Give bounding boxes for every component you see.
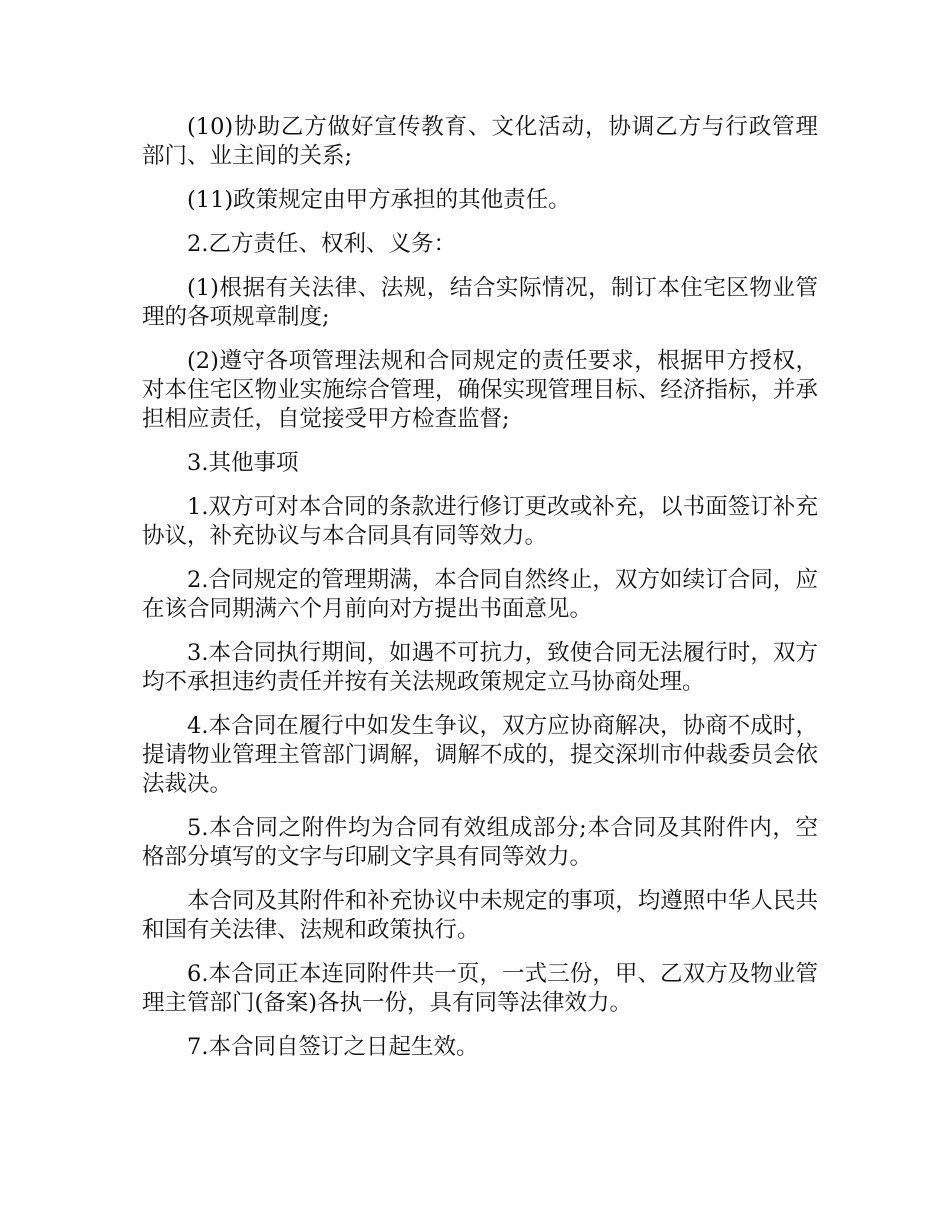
paragraph-clause-10: (10)协助乙方做好宣传教育、文化活动，协调乙方与行政管理部门、业主间的关系;	[142, 114, 818, 169]
paragraph-other-4: 4.本合同在履行中如发生争议，双方应协商解决，协商不成时，提请物业管理主管部门调解，调解不成的，提交深圳市仲裁委员会依法裁决。	[142, 713, 818, 797]
document-body	[142, 113, 818, 1077]
paragraph-clause-11: (11)政策规定由甲方承担的其他责任。	[187, 187, 571, 213]
paragraph-party-b-2: (2)遵守各项管理法规和合同规定的责任要求，根据甲方授权，对本住宅区物业实施综合管理，确保实现管理目标、经济指标，并承担相应责任，自觉接受甲方检查监督;	[142, 348, 818, 432]
paragraph-other-2: 2.合同规定的管理期满，本合同自然终止，双方如续订合同，应在该合同期满六个月前向对方提出书面意见。	[142, 567, 818, 622]
paragraph-other-3: 3.本合同执行期间，如遇不可抗力，致使合同无法履行时，双方均不承担违约责任并按有关法规政策规定立马协商处理。	[142, 640, 818, 695]
paragraph-other-5: 5.本合同之附件均为合同有效组成部分;本合同及其附件内，空格部分填写的文字与印刷文字具有同等效力。	[142, 815, 818, 870]
paragraph-other-6: 6.本合同正本连同附件共一页，一式三份，甲、乙双方及物业管理主管部门(备案)各执一份，具有同等法律效力。	[142, 961, 818, 1016]
paragraph-section-3-heading: 3.其他事项	[187, 450, 299, 476]
paragraph-unspecified-matters: 本合同及其附件和补充协议中未规定的事项，均遵照中华人民共和国有关法律、法规和政策执行。	[142, 888, 818, 943]
paragraph-other-1: 1.双方可对本合同的条款进行修订更改或补充，以书面签订补充协议，补充协议与本合同具有同等效力。	[142, 494, 818, 549]
paragraph-party-b-1: (1)根据有关法律、法规，结合实际情况，制订本住宅区物业管理的各项规章制度;	[142, 275, 818, 330]
paragraph-other-7: 7.本合同自签订之日起生效。	[187, 1034, 479, 1060]
paragraph-section-2-heading: 2.乙方责任、权利、义务：	[187, 231, 456, 257]
